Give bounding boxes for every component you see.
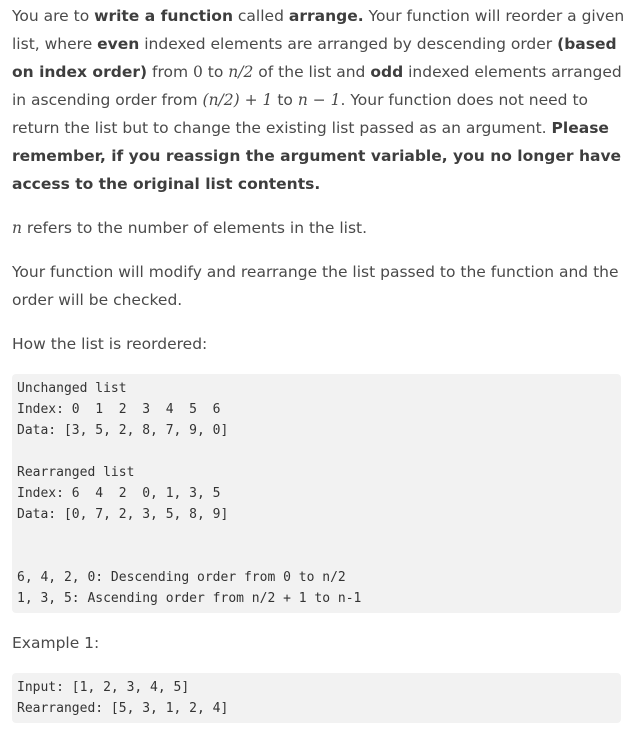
- bold-write-function: write a function: [94, 7, 233, 25]
- intro-text: to: [202, 63, 229, 81]
- example-1-label: Example 1:: [12, 634, 100, 652]
- math-range-start: (n/2) + 1: [202, 91, 273, 109]
- bold-odd: odd: [370, 63, 404, 81]
- intro-text: indexed elements arranged in ascending order from: [12, 63, 622, 109]
- code-line: Rearranged list: [17, 465, 135, 480]
- code-line: 6, 4, 2, 0: Descending order from 0 to n/2: [17, 570, 346, 585]
- intro-text: indexed elements are arranged by descending order: [139, 35, 558, 53]
- intro-text: . Your function does not need to return the list but to change the existing list passed as an argument.: [12, 91, 589, 137]
- intro-text: from: [147, 63, 193, 81]
- intro-text: You are to: [12, 7, 95, 25]
- intro-text: Your function will reorder a given list, where: [12, 7, 625, 53]
- bold-based-on-index: (based on index order): [12, 35, 617, 81]
- code-line: Input: [1, 2, 3, 4, 5]: [17, 680, 190, 695]
- code-line: Rearranged: [5, 3, 1, 2, 4]: [17, 701, 229, 716]
- intro-text: to: [272, 91, 298, 109]
- code-line: Unchanged list: [17, 381, 127, 396]
- modify-paragraph: Your function will modify and rearrange the list passed to the function and the order will be checked.: [12, 263, 619, 309]
- code-line: Index: 0 1 2 3 4 5 6: [17, 402, 221, 417]
- math-range-end: n − 1: [297, 91, 341, 109]
- intro-text: of the list and: [253, 63, 371, 81]
- n-definition: [12, 214, 629, 242]
- intro-text: called: [232, 7, 289, 25]
- code-line: Data: [3, 5, 2, 8, 7, 9, 0]: [17, 423, 229, 438]
- bold-even: even: [97, 35, 140, 53]
- code-line: Index: 6 4 2 0, 1, 3, 5: [17, 486, 221, 501]
- example-1-code-block: [12, 673, 621, 723]
- math-zero: 0: [193, 63, 203, 81]
- bold-function-name: arrange.: [288, 7, 364, 25]
- how-reordered-label: How the list is reordered:: [12, 335, 208, 353]
- code-line: Data: [0, 7, 2, 3, 5, 8, 9]: [17, 507, 229, 522]
- reorder-code-block: [12, 374, 621, 613]
- bold-remember-note: Please remember, if you reassign the argument variable, you no longer have access to the original list contents.: [12, 119, 622, 193]
- code-line: 1, 3, 5: Ascending order from n/2 + 1 to n-1: [17, 591, 362, 606]
- math-n-half: n/2: [228, 63, 254, 81]
- math-n: n: [12, 219, 22, 237]
- n-definition-text: refers to the number of elements in the list.: [21, 219, 368, 237]
- intro-paragraph: [12, 2, 629, 198]
